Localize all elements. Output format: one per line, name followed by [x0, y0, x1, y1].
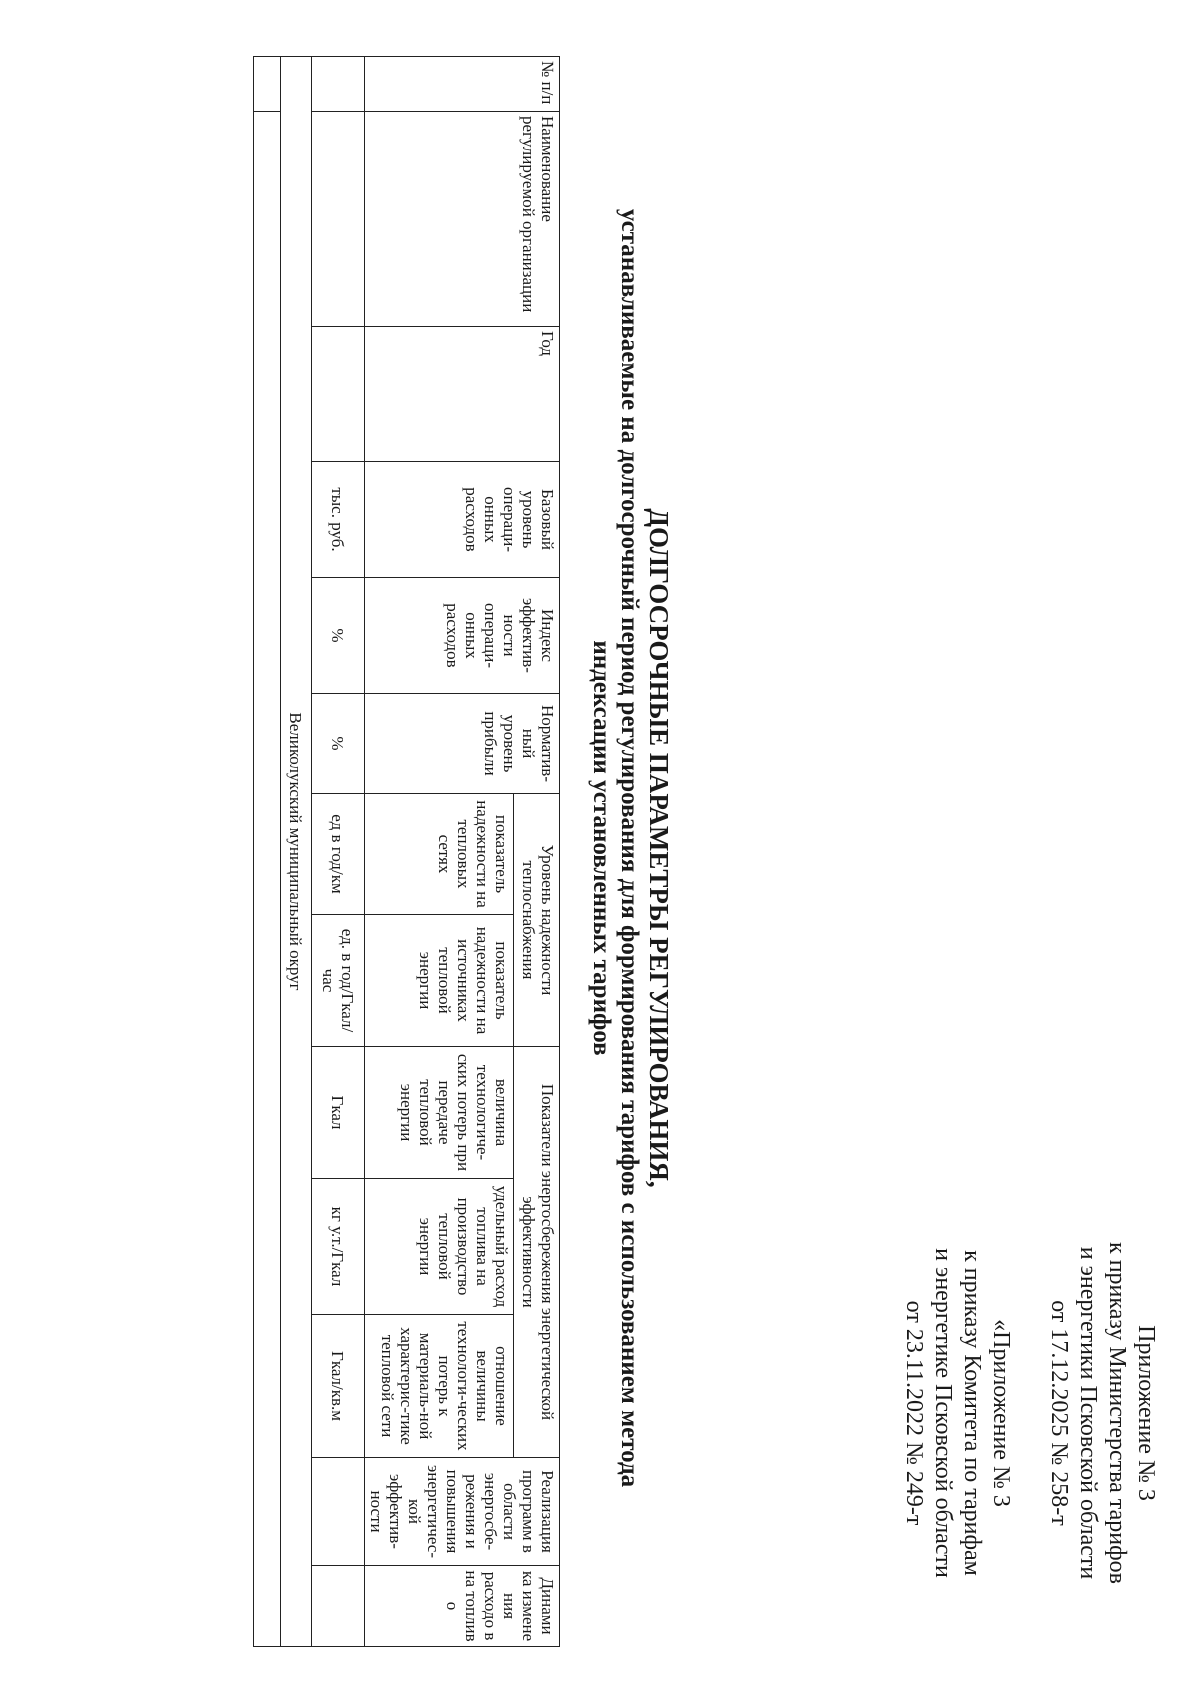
- unit-specific-fuel: кг у.т./Гкал: [312, 1179, 365, 1315]
- unit-cell: [312, 57, 365, 112]
- header-num: № п/п: [365, 57, 560, 112]
- unit-cell: [312, 327, 365, 462]
- header-reliability-networks: показатель надежности на тепловых сетях: [365, 794, 514, 915]
- header-specific-fuel: удельный расход топлива на производство тепловой энергии: [365, 1179, 514, 1315]
- header-programs: Реализация программ в области энергосбе-режения и повышения энергетичес-кой эффектив-ности: [365, 1458, 560, 1566]
- header-technological-losses: величина технологиче-ских потерь при передаче тепловой энергии: [365, 1047, 514, 1179]
- document-title: [587, 148, 675, 1548]
- parameters-table: [253, 56, 560, 1647]
- header-energy-efficiency-group: Показатели энергосбережения энергетической эффективности: [513, 1047, 559, 1458]
- title-subtitle-line1: устанавливаемые на долгосрочный период регулирования для формирования тарифов с использованием метода: [616, 208, 643, 1488]
- header-reliability-sources: показатель надежности на источниках тепловой энергии: [365, 915, 514, 1047]
- header-losses-ratio: отношение величины технологи-ческих потерь к материаль-ной характерис-тике тепловой сети: [365, 1315, 514, 1458]
- unit-cell: [312, 1458, 365, 1566]
- unit-technological-losses: Гкал: [312, 1047, 365, 1179]
- units-row: [312, 57, 365, 1647]
- appendix-authority: и энергетике Псковской области: [930, 1248, 956, 1578]
- unit-base-opex: тыс. руб.: [312, 462, 365, 578]
- table-row: [254, 57, 281, 1647]
- parameters-table-container: [253, 56, 560, 1646]
- header-row-1: [513, 57, 559, 1647]
- unit-profit-level: %: [312, 694, 365, 794]
- appendix-date: от 23.11.2022 № 249-т: [901, 1300, 927, 1526]
- unit-cell: [312, 1566, 365, 1647]
- header-fuel-dynamics: Динами ка измене ния расходо в на топлив о: [365, 1566, 560, 1647]
- table-cell: [254, 112, 281, 1647]
- title-subtitle-line2: индексации установленных тарифов: [588, 640, 615, 1056]
- unit-reliability-sources: ед. в год/Гкал/ час: [312, 915, 365, 1047]
- unit-losses-ratio: Гкал/кв.м: [312, 1315, 365, 1458]
- region-row: [281, 57, 312, 1647]
- appendix-date: от 17.12.2025 № 258-т: [1046, 1300, 1072, 1526]
- title-main: ДОЛГОСРОЧНЫЕ ПАРАМЕТРЫ РЕГУЛИРОВАНИЯ,: [644, 508, 674, 1188]
- appendix-order-ref: к приказу Министерства тарифов: [1104, 1242, 1130, 1584]
- header-base-opex: Базовый уровень операци-онных расходов: [365, 462, 560, 578]
- unit-cell: [312, 112, 365, 327]
- header-reliability-group: Уровень надежности теплоснабжения: [513, 794, 559, 1047]
- appendix-number: «Приложение № 3: [988, 1319, 1014, 1507]
- appendix-authority: и энергетики Псковской области: [1075, 1246, 1101, 1580]
- appendix-number: Приложение № 3: [1133, 1325, 1159, 1501]
- region-name: Великолукский муниципальный округ: [281, 57, 312, 1647]
- header-profit-level: Норматив-ный уровень прибыли: [365, 694, 560, 794]
- unit-efficiency-index: %: [312, 578, 365, 694]
- header-organization: Наименование регулируемой организации: [365, 112, 560, 327]
- unit-reliability-networks: ед в год/км: [312, 794, 365, 915]
- appendix-current-order: [1044, 1193, 1160, 1633]
- appendix-order-ref: к приказу Комитета по тарифам: [959, 1250, 985, 1576]
- table-cell: [254, 57, 281, 112]
- header-year: Год: [365, 327, 560, 462]
- appendix-previous-order: [899, 1193, 1015, 1633]
- header-efficiency-index: Индекс эффектив-ности операци-онных расходов: [365, 578, 560, 694]
